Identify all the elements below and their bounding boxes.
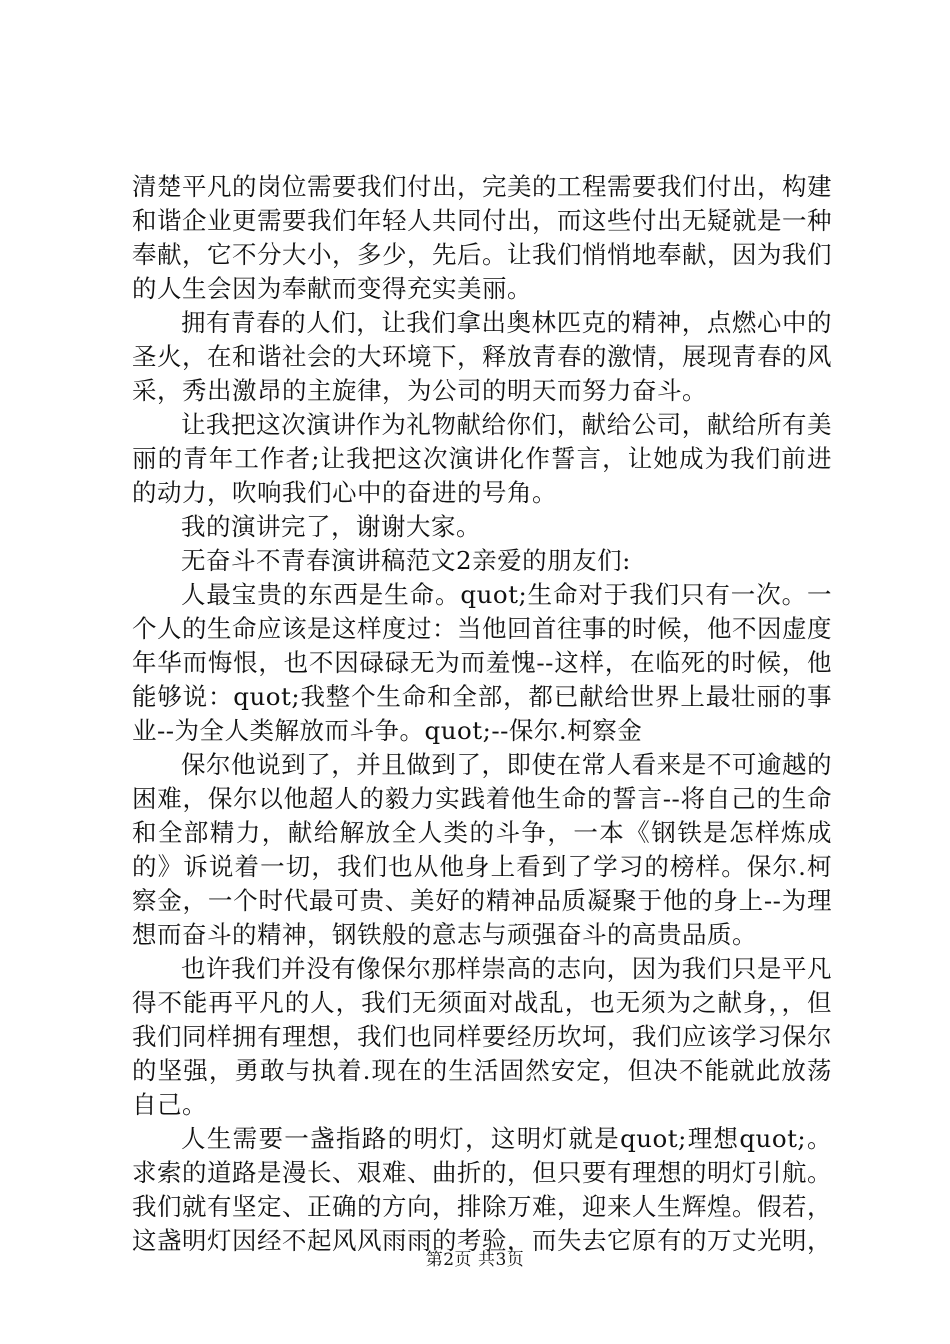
paragraph: 保尔他说到了，并且做到了，即使在常人看来是不可逾越的困难，保尔以他超人的毅力实践着他生命的誓言--将自己的生命和全部精力，献给解放全人类的斗争，一本《钢铁是怎样炼成的》诉说着一切，我们也从他身上看到了学习的榜样。保尔.柯察金，一个时代最可贵、美好的精神品质凝聚于他的身上--为理想而奋斗的精神，钢铁般的意志与顽强奋斗的高贵品质。 <box>132 750 832 949</box>
paragraph: 人生需要一盏指路的明灯，这明灯就是quot;理想quot;。求索的道路是漫长、艰难、曲折的，但只要有理想的明灯引航。我们就有坚定、正确的方向，排除万难，迎来人生辉煌。假若，这盏明灯因经不起风风雨雨的考验，而失去它原有的万丈光明， <box>132 1124 832 1255</box>
paragraph: 让我把这次演讲作为礼物献给你们，献给公司，献给所有美丽的青年工作者;让我把这次演讲化作誓言，让她成为我们前进的动力，吹响我们心中的奋进的号角。 <box>132 410 832 507</box>
paragraph-continuation: 清楚平凡的岗位需要我们付出，完美的工程需要我们付出，构建和谐企业更需要我们年轻人共同付出，而这些付出无疑就是一种奉献，它不分大小，多少，先后。让我们悄悄地奉献，因为我们的人生会因为奉献而变得充实美丽。 <box>132 172 832 303</box>
document-body <box>132 170 832 1258</box>
section-heading: 无奋斗不青春演讲稿范文2亲爱的朋友们: <box>181 546 631 575</box>
paragraph: 也许我们并没有像保尔那样崇高的志向，因为我们只是平凡得不能再平凡的人，我们无须面对战乱，也无须为之献身，，但我们同样拥有理想，我们也同样要经历坎坷，我们应该学习保尔的坚强，勇敢与执着.现在的生活固然安定，但决不能就此放荡自己。 <box>132 954 832 1119</box>
paragraph: 拥有青春的人们，让我们拿出奥林匹克的精神，点燃心中的圣火，在和谐社会的大环境下，释放青春的激情，展现青春的风采，秀出激昂的主旋律，为公司的明天而努力奋斗。 <box>132 308 832 405</box>
paragraph: 我的演讲完了，谢谢大家。 <box>181 512 481 541</box>
paragraph: 人最宝贵的东西是生命。quot;生命对于我们只有一次。一个人的生命应该是这样度过：当他回首往事的时候，他不因虚度年华而悔恨，也不因碌碌无为而羞愧--这样，在临死的时候，他能够说：quot;我整个生命和全部，都已献给世界上最壮丽的事业--为全人类解放而斗争。quot;--保尔.柯察金 <box>132 580 832 745</box>
page-number-footer: 第2页 共3页 <box>425 1250 525 1270</box>
